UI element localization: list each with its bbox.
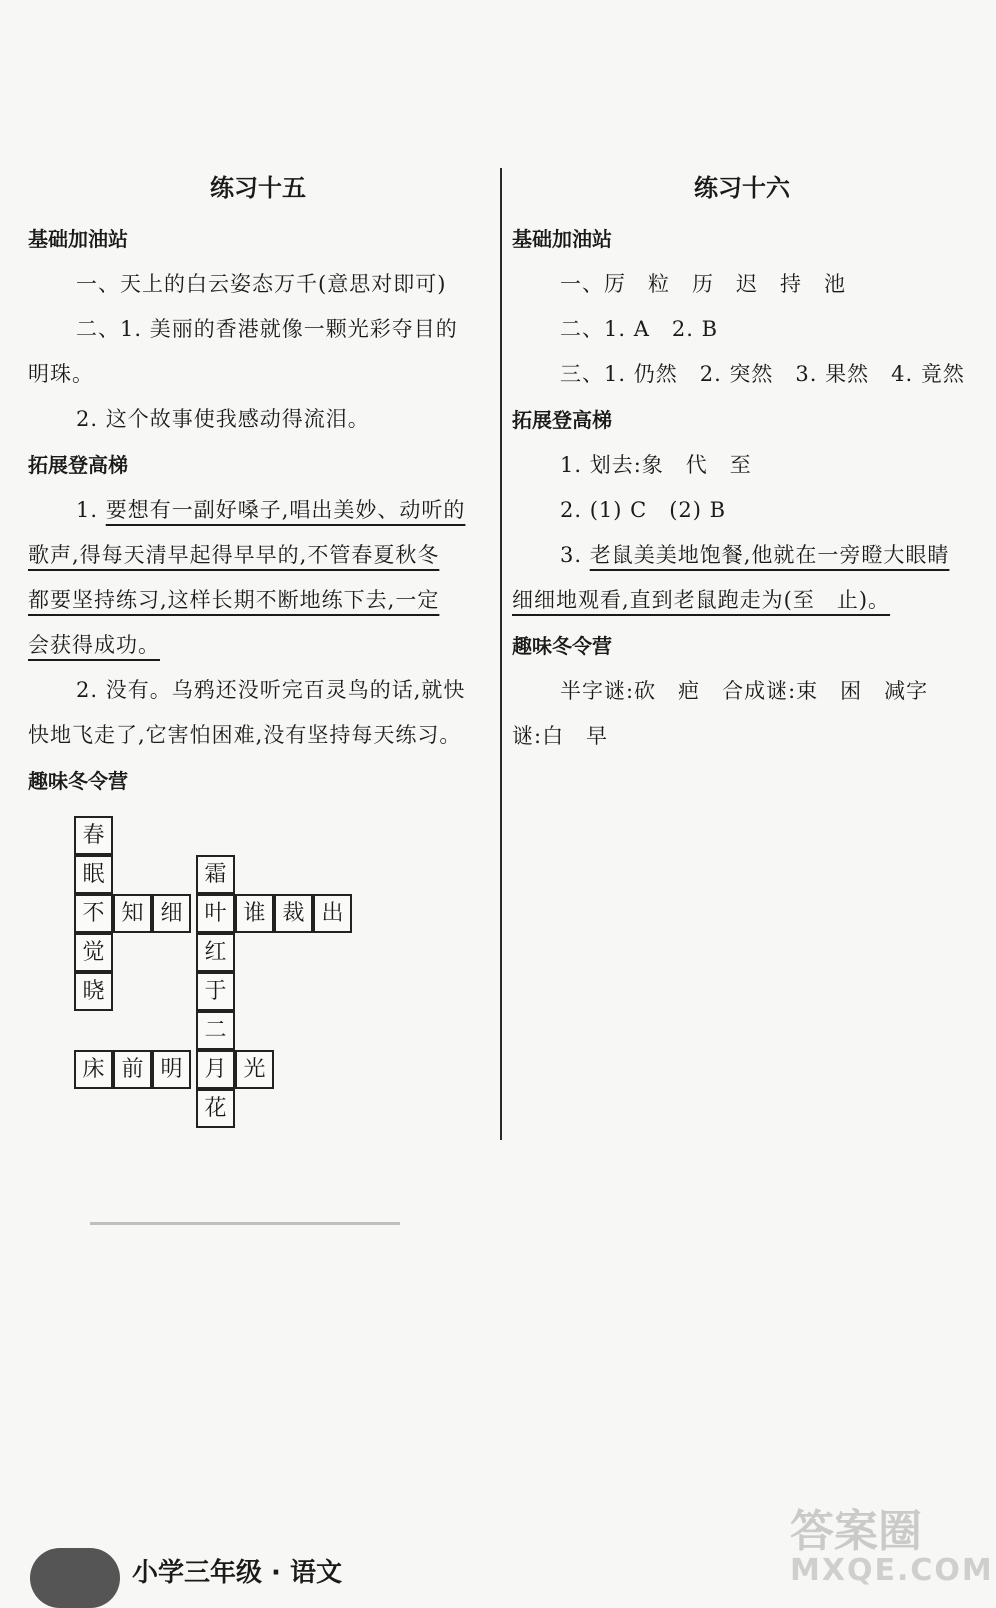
right-column	[512, 160, 972, 759]
answer-line: 1. 划去:象 代 至	[560, 453, 752, 477]
crossword-cell: 明	[152, 1050, 191, 1089]
answer-line: 2. (1) C (2) B	[560, 498, 727, 522]
answer-line: 2. 这个故事使我感动得流泪。	[76, 407, 370, 431]
answer-line: 三、1. 仍然 2. 突然 3. 果然 4. 竟然	[560, 362, 965, 386]
section-heading: 拓展登高梯	[28, 453, 128, 477]
page-footer	[0, 1540, 996, 1600]
underlined-text: 要想有一副好嗓子,唱出美妙、动听的	[105, 498, 466, 522]
section-heading: 趣味冬令营	[28, 769, 128, 793]
crossword-cell: 知	[113, 894, 152, 933]
column-divider	[500, 168, 502, 1140]
crossword-cell: 春	[74, 816, 113, 855]
crossword-cell: 觉	[74, 933, 113, 972]
answer-line: 一、天上的白云姿态万千(意思对即可)	[76, 272, 447, 296]
answer-line: 半字谜:砍 疤 合成谜:束 困 减字	[560, 679, 929, 703]
answer-line	[512, 578, 972, 623]
answer-line	[28, 533, 488, 578]
crossword-cell: 红	[196, 933, 235, 972]
section-heading: 基础加油站	[28, 227, 128, 251]
crossword-cell: 细	[152, 894, 191, 933]
answer-line	[28, 578, 488, 623]
crossword-cell: 不	[74, 894, 113, 933]
exercise-title: 练习十六	[694, 174, 790, 202]
crossword-cell: 裁	[274, 894, 313, 933]
underlined-text: 都要坚持练习,这样长期不断地练下去,一定	[28, 588, 440, 612]
answer-number: 1.	[76, 498, 106, 522]
footer-emblem-icon	[30, 1548, 120, 1608]
footer-text: 小学三年级 · 语文	[132, 1558, 342, 1588]
underlined-text: 细细地观看,直到老鼠跑走为(至 止)。	[512, 588, 891, 612]
crossword-cell: 眠	[74, 855, 113, 894]
answer-number: 3.	[560, 543, 590, 567]
answer-line: 二、1. A 2. B	[560, 317, 719, 341]
answer-line	[28, 623, 488, 668]
underlined-text: 老鼠美美地饱餐,他就在一旁瞪大眼睛	[589, 543, 950, 567]
scan-smudge	[90, 1222, 400, 1225]
crossword-cell: 霜	[196, 855, 235, 894]
crossword-cell: 二	[196, 1011, 235, 1050]
crossword-cell: 床	[74, 1050, 113, 1089]
crossword-cell: 叶	[196, 894, 235, 933]
answer-line: 二、1. 美丽的香港就像一颗光彩夺目的	[76, 317, 458, 341]
section-heading: 趣味冬令营	[512, 634, 612, 658]
left-column	[28, 160, 488, 1150]
crossword-grid	[28, 810, 488, 1150]
crossword-cell: 前	[113, 1050, 152, 1089]
answer-line: 明珠。	[28, 362, 94, 386]
answer-line: 快地飞走了,它害怕困难,没有坚持每天练习。	[28, 723, 462, 747]
crossword-cell: 花	[196, 1089, 235, 1128]
crossword-cell: 光	[235, 1050, 274, 1089]
watermark-logo-text: 答案圈	[790, 1506, 922, 1557]
answer-line: 一、厉 粒 历 迟 持 池	[560, 272, 846, 296]
crossword-cell: 谁	[235, 894, 274, 933]
answer-line	[512, 533, 972, 578]
crossword-cell: 月	[196, 1050, 235, 1089]
answer-line: 谜:白 早	[512, 724, 609, 748]
answer-line: 2. 没有。乌鸦还没听完百灵鸟的话,就快	[76, 678, 466, 702]
exercise-title: 练习十五	[210, 174, 306, 202]
underlined-text: 歌声,得每天清早起得早早的,不管春夏秋冬	[28, 543, 440, 567]
section-heading: 拓展登高梯	[512, 408, 612, 432]
crossword-cell: 晓	[74, 972, 113, 1011]
underlined-text: 会获得成功。	[28, 633, 160, 657]
answer-line	[28, 488, 488, 533]
watermark-url: MXQE.COM	[790, 1553, 994, 1588]
crossword-cell: 出	[313, 894, 352, 933]
crossword-cell: 于	[196, 972, 235, 1011]
section-heading: 基础加油站	[512, 227, 612, 251]
